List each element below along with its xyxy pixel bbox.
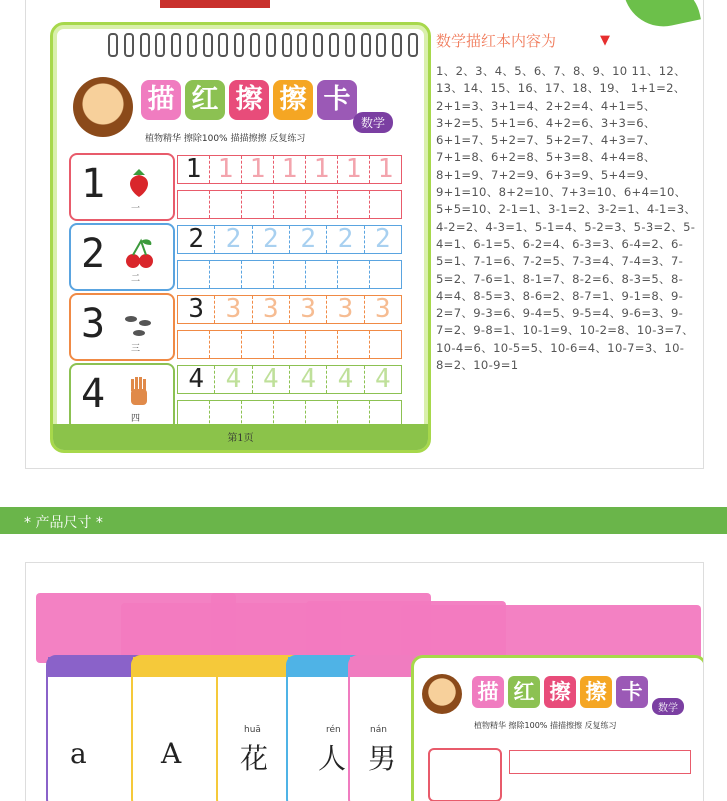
section-label: * 产品尺寸 * <box>24 515 103 531</box>
front-title-char: 描 <box>472 676 504 708</box>
ring <box>408 33 418 57</box>
ring <box>250 33 260 57</box>
front-title-char: 擦 <box>544 676 576 708</box>
ring <box>124 33 134 57</box>
content-body: 1、2、3、4、5、6、7、8、9、10 11、12、13、14、15、16、17、18、19、 1+1=2、2+1=3、3+1=4、2+2=4、4+1=5、3+2=5、5+1=6、4+2=6、3+3=6、6+1=7、5+2=7、5+2=7、4+3=7、7+1=8、6+2=8、5+3=8、4+4=8、8+1=9、7+2=9、6+3=9、5+4=9、9+1=10、8+2=10、7+3=10、6+4=10、5+5=10、2-1=1、3-1=2、3-2=1、4-1=3、4-2=2、4-3=1、5-1=4、5-2=3、5-3=2、5-4=1、6-1=5、6-2=4、6-3=3、6-4=2、6-5=1、7-1=6、7-2=5、7-3=4、7-4=3、7-5=2、7-6=1、8-1=7、8-2=6、8-3=5、8-4=4、8-5=3、8-6=2、8-7=1、9-1=8、9-2=7、9-3=6、9-4=5、9-5=4、9-6=3、9-7=2、9-8=1、10-1=9、10-2=8、10-3=7、10-4=6、10-5=5、10-6=4、10-7=3、10-8=2、10-9=1 <box>436 64 697 373</box>
writing-grid <box>177 225 402 289</box>
mini-card-char: 男 <box>368 742 397 775</box>
practice-row-3 <box>69 293 414 357</box>
grid-cell: 3 <box>178 296 215 323</box>
practice-row-1 <box>69 153 414 217</box>
front-card <box>411 655 704 801</box>
ring <box>313 33 323 57</box>
front-subject-badge: 数学 <box>652 698 684 715</box>
ring <box>266 33 276 57</box>
grid-cell: 4 <box>178 366 215 393</box>
grid-cell: 1 <box>274 156 306 183</box>
ring <box>203 33 213 57</box>
grid-line <box>177 295 402 324</box>
grid-cell: 2 <box>327 226 364 253</box>
title-char: 红 <box>185 80 225 120</box>
content-description <box>436 30 706 374</box>
grid-cell: 1 <box>377 154 394 184</box>
writing-grid <box>177 295 402 359</box>
content-title: 数学描红本内容为 <box>436 32 557 50</box>
practice-row-4 <box>69 363 414 427</box>
number-box <box>69 363 175 431</box>
ring <box>345 33 355 57</box>
ring <box>218 33 228 57</box>
ring <box>187 33 197 57</box>
cherries-icon <box>121 235 157 271</box>
ring <box>392 33 402 57</box>
triangle-down-icon: ▼ <box>600 33 610 48</box>
chinese-numeral: 三 <box>131 344 141 354</box>
chinese-numeral: 一 <box>131 204 141 214</box>
title-char: 卡 <box>317 80 357 120</box>
grid-cell: 2 <box>374 224 391 254</box>
grid-cell: 3 <box>215 296 252 323</box>
front-title-char: 卡 <box>616 676 648 708</box>
grid-line-empty <box>177 260 402 289</box>
chinese-numeral: 二 <box>131 274 141 284</box>
grid-cell: 2 <box>290 226 327 253</box>
grid-line <box>177 225 402 254</box>
subject-badge: 数学 <box>353 112 393 133</box>
ring <box>140 33 150 57</box>
practice-row-2 <box>69 223 414 287</box>
ring <box>361 33 371 57</box>
hand-icon <box>121 375 157 411</box>
grid-cell: 1 <box>306 156 338 183</box>
writing-grid <box>177 365 402 429</box>
grid-cell: 1 <box>242 156 274 183</box>
grid-cell: 4 <box>253 366 290 393</box>
grid-cell: 3 <box>253 296 290 323</box>
product-photo <box>25 562 704 801</box>
mini-card-char: 人 <box>318 742 347 775</box>
grid-cell: 1 <box>178 156 210 183</box>
big-digit: 2 <box>81 231 106 277</box>
title-char: 描 <box>141 80 181 120</box>
grid-cell: 2 <box>253 226 290 253</box>
grid-line <box>177 365 402 394</box>
birds-icon <box>121 305 157 341</box>
grid-line-empty <box>177 190 402 219</box>
grid-cell: 2 <box>215 226 252 253</box>
mini-card-pinyin: rén <box>326 725 341 735</box>
grid-cell: 4 <box>327 366 364 393</box>
ring <box>108 33 118 57</box>
card-title-row <box>73 77 403 137</box>
ring <box>155 33 165 57</box>
front-title-char: 擦 <box>580 676 612 708</box>
monkey-mascot-icon <box>422 674 462 714</box>
grid-line-empty <box>177 330 402 359</box>
mini-card-pinyin: huā <box>244 725 261 735</box>
card-tagline: 植物精华 擦除100% 描描擦擦 反复练习 <box>145 134 306 144</box>
ring <box>376 33 386 57</box>
monkey-mascot-icon <box>73 77 133 137</box>
grid-cell: 3 <box>327 296 364 323</box>
page-number: 第1页 <box>227 433 254 444</box>
title-char: 擦 <box>273 80 313 120</box>
mini-card-char: A <box>161 737 182 770</box>
front-number-box <box>428 748 502 801</box>
front-tagline: 植物精华 擦除100% 描描擦擦 反复练习 <box>474 721 617 730</box>
writing-grid <box>177 155 402 219</box>
big-digit: 1 <box>81 161 106 207</box>
grid-cell: 3 <box>374 294 391 324</box>
ring <box>329 33 339 57</box>
grid-cell: 4 <box>374 364 391 394</box>
front-grid <box>509 750 691 774</box>
grid-cell: 4 <box>215 366 252 393</box>
ring <box>234 33 244 57</box>
big-digit: 4 <box>81 371 106 417</box>
grid-cell: 1 <box>338 156 370 183</box>
title-char: 擦 <box>229 80 269 120</box>
ring <box>171 33 181 57</box>
number-box <box>69 293 175 361</box>
grid-line <box>177 155 402 184</box>
grid-cell: 2 <box>178 226 215 253</box>
top-red-strip <box>160 0 270 8</box>
spiral-binding <box>108 33 418 53</box>
product-card <box>50 22 431 453</box>
number-box <box>69 223 175 291</box>
number-box <box>69 153 175 221</box>
grid-cell: 4 <box>290 366 327 393</box>
big-digit: 3 <box>81 301 106 347</box>
front-title-char: 红 <box>508 676 540 708</box>
mini-card-char: 花 <box>240 742 269 775</box>
grid-cell: 3 <box>290 296 327 323</box>
chinese-numeral: 四 <box>131 414 141 424</box>
strawberry-icon <box>121 165 157 201</box>
ring <box>282 33 292 57</box>
section-header <box>0 507 727 534</box>
ring <box>297 33 307 57</box>
mini-card-char: a <box>70 737 87 770</box>
grid-cell: 1 <box>210 156 242 183</box>
mini-card-pinyin: nán <box>370 725 387 735</box>
